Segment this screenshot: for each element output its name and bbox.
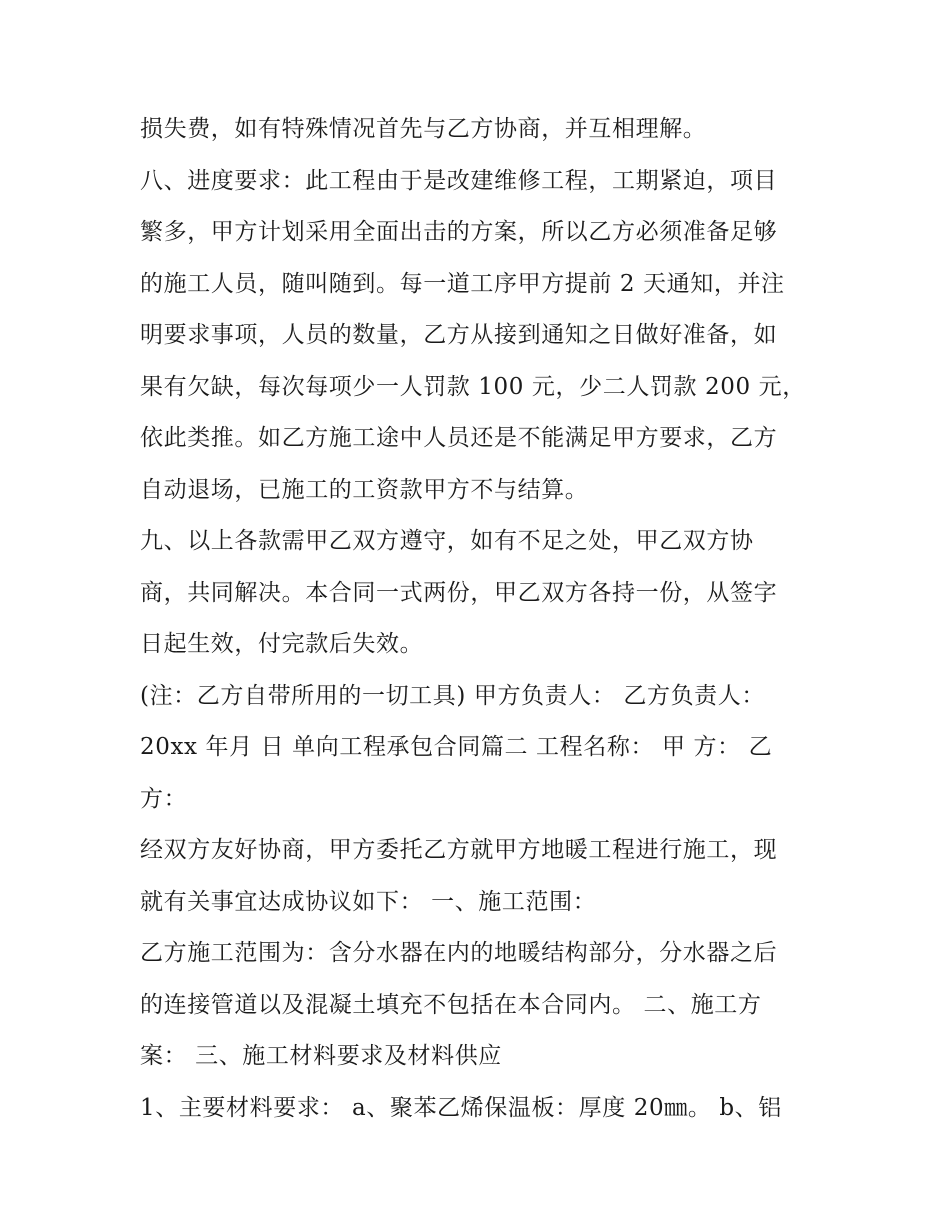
- text-line: 案： 三、施工材料要求及材料供应: [140, 1043, 502, 1069]
- text-line: 九、以上各款需甲乙双方遵守，如有不足之处，甲乙双方协: [140, 528, 754, 554]
- text-line: 商，共同解决。本合同一式两份，甲乙双方各持一份，从签字: [140, 579, 778, 606]
- text-line: 的施工人员，随叫随到。每一道工序甲方提前 2 天通知，并注: [140, 270, 785, 297]
- text-line: 依此类推。如乙方施工途中人员还是不能满足甲方要求，乙方: [140, 425, 778, 451]
- text-line: 日起生效，付完款后失效。: [140, 631, 424, 657]
- text-line: 繁多，甲方计划采用全面出击的方案，所以乙方必须准备足够: [140, 219, 778, 245]
- text-line: 的连接管道以及混凝土填充不包括在本合同内。 二、施工方: [140, 991, 762, 1018]
- text-line: 明要求事项，人员的数量，乙方从接到通知之日做好准备，如: [140, 322, 778, 348]
- document-body: [140, 104, 820, 1134]
- text-line: 八、进度要求：此工程由于是改建维修工程，工期紧迫，项目: [140, 167, 778, 194]
- text-line: 经双方友好协商，甲方委托乙方就甲方地暖工程进行施工，现: [140, 837, 778, 863]
- text-line: 方：: [140, 785, 188, 812]
- text-line: (注：乙方自带所用的一切工具) 甲方负责人： 乙方负责人：: [140, 682, 765, 709]
- text-line: 损失费，如有特殊情况首先与乙方协商，并互相理解。: [140, 116, 707, 142]
- text-line: 果有欠缺，每次每项少一人罚款 100 元，少二人罚款 200 元，: [140, 373, 806, 400]
- text-line: 1、主要材料要求： a、聚苯乙烯保温板：厚度 20㎜。 b、铝: [140, 1094, 782, 1121]
- text-line: 自动退场，已施工的工资款甲方不与结算。: [140, 476, 589, 503]
- text-line: 20xx 年月 日 单向工程承包合同篇二 工程名称： 甲 方： 乙: [140, 734, 773, 760]
- text-line: 乙方施工范围为：含分水器在内的地暖结构部分，分水器之后: [140, 940, 778, 966]
- text-line: 就有关事宜达成协议如下： 一、施工范围：: [140, 888, 597, 915]
